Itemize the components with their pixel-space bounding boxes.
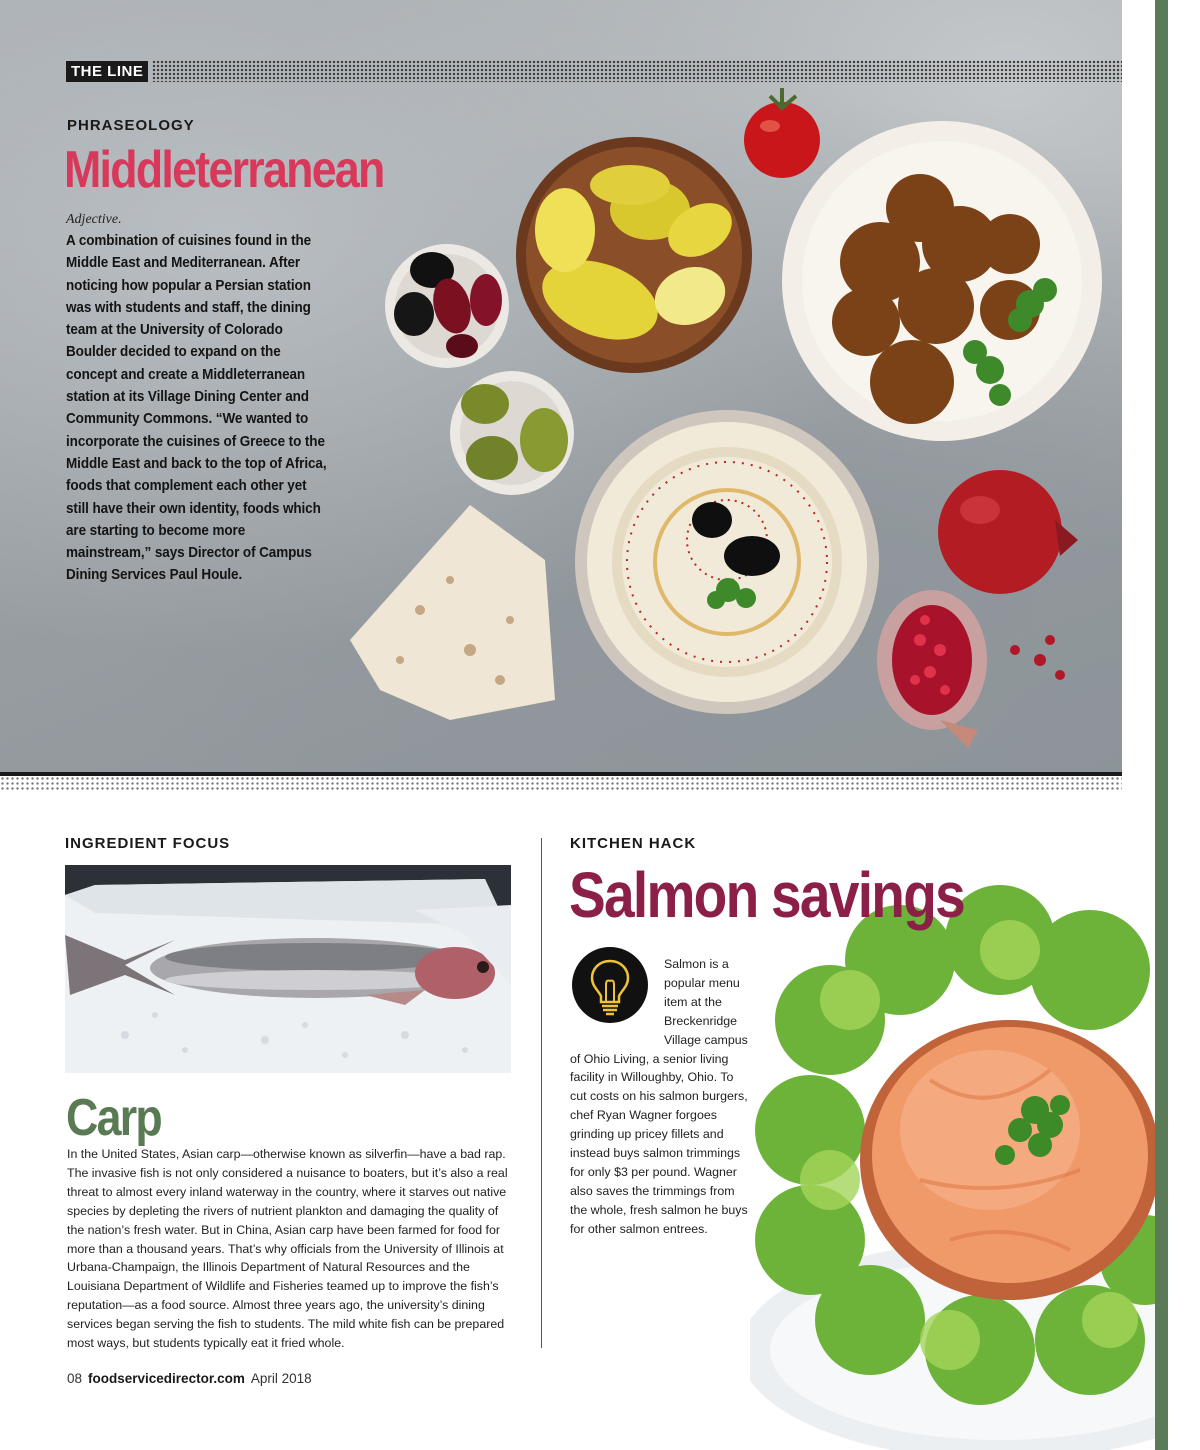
- section-tag-label: THE LINE: [66, 61, 148, 82]
- ingredient-focus-kicker: INGREDIENT FOCUS: [65, 835, 231, 852]
- middleterranean-headline: Middleterranean: [64, 141, 384, 199]
- salmon-savings-body-wrap: [570, 955, 750, 1239]
- salmon-savings-headline: Salmon savings: [569, 859, 964, 931]
- middleterranean-body: A combination of cuisines found in the Middle East and Mediterranean. After noticing how popular a Persian station was with students and staff, the dining team at the University of Colorado Boulder decided to expand on the concept and create a Middleterranean station at its Village Dining Center and Community Commons. “We wanted to incorporate the cuisines of Greece to the Middle East and back to the top of Africa, foods that complement each other yet still have their own identity, foods which are starting to become more mainstream,” says Director of Campus Dining Services Paul Houle.: [66, 232, 327, 584]
- carp-headline: Carp: [66, 1089, 162, 1147]
- page-edge-accent-rule: [1155, 0, 1168, 1450]
- phraseology-kicker: PHRASEOLOGY: [67, 117, 195, 134]
- hero-bottom-dot-strip: [0, 776, 1122, 792]
- salmon-burger-photo: [750, 880, 1155, 1450]
- carp-body: In the United States, Asian carp—otherwise known as silverfin—have a bad rap. The invasive fish is not only considered a nuisance to boaters, but it’s also a real threat to almost every inland waterway in the country, where it starves out native species by depleting the rivers of nutrient plankton and damaging the quality of the nation’s fresh water. But in China, Asian carp have been farmed for food for more than a thousand years. That’s why officials from the University of Illinois at Urbana-Champaign, the Illinois Department of Natural Resources and the Louisiana Department of Wildlife and Fisheries teamed up to improve the fish’s reputation—as a food source. Almost three years ago, the university’s dining services began serving the fish to students. The mild white fish can be prepared most ways, but students typically eat it fried whole.: [67, 1147, 508, 1351]
- carp-photo: [65, 865, 511, 1073]
- salmon-illustration: [750, 880, 1155, 1450]
- page-number: 08: [67, 1371, 83, 1386]
- salmon-savings-body: Salmon is a popular menu item at the Breckenridge Village campus of Ohio Living, a senior living facility in Willoughby, Ohio. To cut costs on his salmon burgers, chef Ryan Wagner forgoes grinding up pricey fillets and instead buys salmon trimmings for only $3 per pound. Wagner also saves the trimmings from the whole, fresh salmon he buys for other salmon entrees.: [570, 957, 748, 1236]
- footer-site: foodservicedirector.com: [88, 1371, 245, 1386]
- column-divider: [541, 838, 542, 1348]
- section-tag: [66, 60, 148, 82]
- carp-illustration: [65, 865, 511, 1073]
- page-footer: [67, 1371, 312, 1386]
- part-of-speech: Adjective.: [66, 212, 122, 227]
- mezze-photo: [0, 0, 1122, 772]
- kitchen-hack-kicker: KITCHEN HACK: [570, 835, 697, 852]
- icon-wrap-space: [570, 955, 664, 1031]
- footer-date: April 2018: [250, 1371, 312, 1386]
- section-tag-dot-rule: [152, 60, 1122, 82]
